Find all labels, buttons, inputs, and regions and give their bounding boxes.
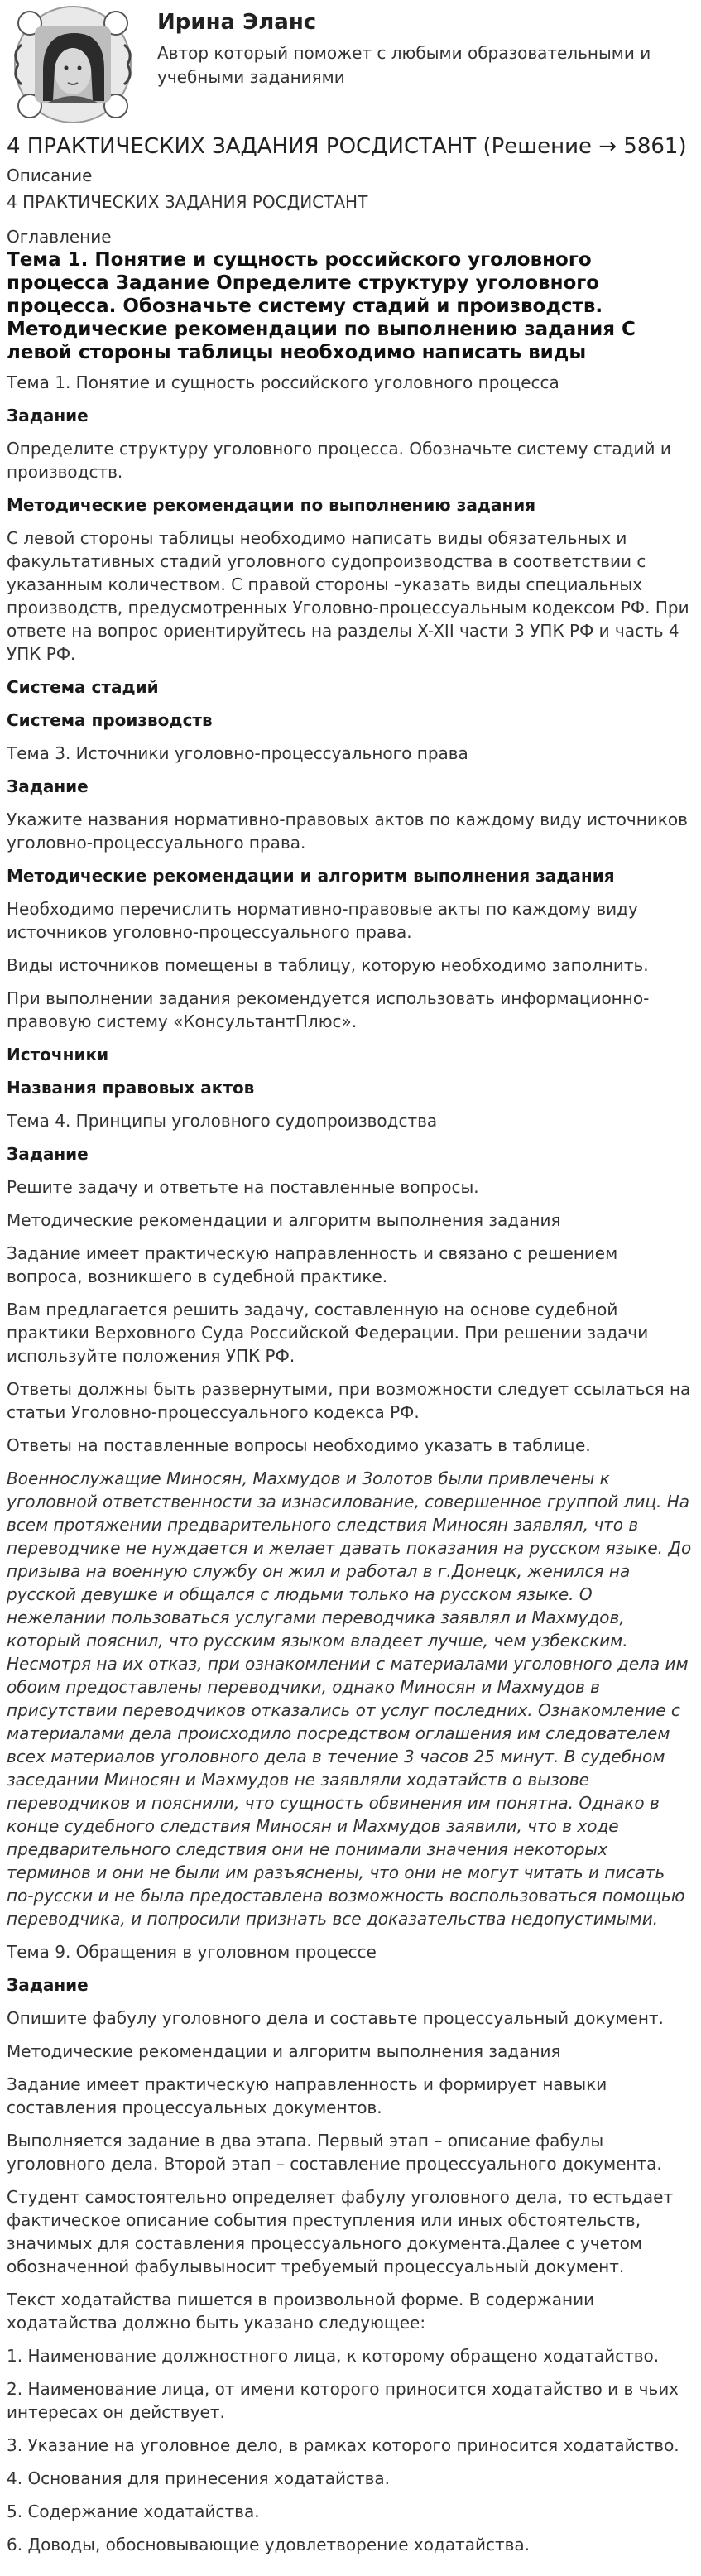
paragraph: Задание имеет практическую направленность и формирует навыки составления процессуальных документов.: [7, 2074, 607, 2117]
paragraph: Ответы должны быть развернутыми, при возможности следует ссылаться на статьи Уголовно-процессуального кодекса РФ.: [7, 1379, 691, 1422]
paragraph: Необходимо перечислить нормативно-правовые акты по каждому виду источников уголовно-процессуального права.: [7, 899, 638, 942]
author-avatar: [10, 3, 136, 126]
paragraph: Методические рекомендации и алгоритм выполнения задания: [7, 2041, 561, 2061]
paragraph: 1. Наименование должностного лица, к которому обращено ходатайство.: [7, 2346, 660, 2366]
section-heading: Задание: [7, 1975, 89, 1995]
description-text: 4 ПРАКТИЧЕСКИХ ЗАДАНИЯ РОСДИСТАНТ: [7, 192, 368, 212]
section-heading: Методические рекомендации по выполнению задания: [7, 495, 536, 515]
paragraph: Выполняется задание в два этапа. Первый этап – описание фабулы уголовного дела. Второй этап – составление процессуального документа.: [7, 2131, 662, 2174]
section-heading: Задание: [7, 1144, 89, 1164]
paragraph: Определите структуру уголовного процесса. Обозначьте систему стадий и производств.: [7, 439, 671, 482]
author-header: [7, 0, 694, 132]
paragraph: Текст ходатайства пишется в произвольной форме. В содержании ходатайства должно быть указано следующее:: [7, 2290, 595, 2333]
section-heading: Источники: [7, 1045, 109, 1065]
paragraph: Тема 1. Понятие и сущность российского уголовного процесса: [7, 372, 559, 392]
toc-heading: Тема 1. Понятие и сущность российского уголовного процесса Задание Определите структуру уголовного процесса. Обозначьте систему стадий и производств. Методические рекомендации по выполнению задания С левой стороны таблицы необходимо написать виды: [7, 249, 636, 363]
section-heading: Методические рекомендации и алгоритм выполнения задания: [7, 866, 615, 886]
paragraph: Тема 9. Обращения в уголовном процессе: [7, 1942, 377, 1962]
paragraph: Ответы на поставленные вопросы необходимо указать в таблице.: [7, 1435, 591, 1455]
section-heading: Задание: [7, 776, 89, 796]
paragraph: 2. Наименование лица, от имени которого приносится ходатайство и в чьих интересах он действует.: [7, 2379, 679, 2422]
paragraph: Вам предлагается решить задачу, составленную на основе судебной практики Верховного Суда Российской Федерации. При решении задачи используйте положения УПК РФ.: [7, 1300, 649, 1366]
paragraph: 4. Основания для принесения ходатайства.: [7, 2468, 391, 2488]
document-title: 4 ПРАКТИЧЕСКИХ ЗАДАНИЯ РОСДИСТАНТ (Решение → 5861): [7, 134, 687, 159]
paragraph: При выполнении задания рекомендуется использовать информационно-правовую систему «КонсультантПлюс».: [7, 988, 650, 1031]
paragraph: 6. Доводы, обосновывающие удовлетворение ходатайства.: [7, 2535, 531, 2554]
author-name: Ирина Эланс: [157, 10, 317, 35]
paragraph: Задание имеет практическую направленность и связано с решением вопроса, возникшего в судебной практике.: [7, 1243, 618, 1286]
paragraph: Методические рекомендации и алгоритм выполнения задания: [7, 1210, 561, 1230]
paragraph: Тема 3. Источники уголовно-процессуального права: [7, 743, 468, 763]
paragraph: Решите задачу и ответьте на поставленные вопросы.: [7, 1177, 479, 1197]
paragraph: Тема 4. Принципы уголовного судопроизводства: [7, 1111, 438, 1131]
section-heading: Система производств: [7, 710, 213, 730]
section-heading: Названия правовых актов: [7, 1078, 255, 1098]
paragraph: Укажите названия нормативно-правовых актов по каждому виду источников уголовно-процессуального права.: [7, 810, 688, 853]
section-heading: Система стадий: [7, 677, 159, 697]
paragraph: Студент самостоятельно определяет фабулу уголовного дела, то естьдает фактическое описание события преступления или иных обстоятельств, значимых для составления процессуального документа.Далее с учетом обозначенной фабулывыносит требуемый процессуальный документ.: [7, 2187, 674, 2276]
paragraph: С левой стороны таблицы необходимо написать виды обязательных и факультативных стадий уголовного судопроизводства в соответствии с указанным количеством. С правой стороны –указать виды специальных производств, предусмотренных Уголовно-процессуальным кодексом РФ. При ответе на вопрос ориентируйтесь на разделы X-XII части 3 УПК РФ и часть 4 УПК РФ.: [7, 528, 689, 664]
paragraph: 5. Содержание ходатайства.: [7, 2502, 260, 2521]
paragraph: Виды источников помещены в таблицу, которую необходимо заполнить.: [7, 955, 649, 975]
description-label: Описание: [7, 166, 93, 185]
paragraph: Опишите фабулу уголовного дела и составьте процессуальный документ.: [7, 2008, 664, 2028]
author-description: Автор который поможет с любыми образовательными и учебными заданиями: [157, 43, 651, 87]
document-body: [7, 371, 694, 2556]
section-heading: Задание: [7, 406, 89, 425]
case-text: Военнослужащие Миносян, Махмудов и Золотов были привлечены к уголовной ответственности за изнасилование, совершенное группой лиц. На всем протяжении предварительного следствия Миносян заявлял, что в переводчике не нуждается и желает давать показания на русском языке. До призыва на военную службу он жил и работал в г.Донецк, женился на русской девушке и общался с людьми только на русском языке. О нежелании пользоваться услугами переводчика заявлял и Махмудов, который пояснил, что русским языком владеет лучше, чем узбекским. Несмотря на их отказ, при ознакомлении с материалами уголовного дела им обоим предоставлены переводчики, однако Миносян и Махмудов в присутствии переводчиков отказались от услуг последних. Ознакомление с материалами дела происходило посредством оглашения им следователем всех материалов уголовного дела в течение 3 часов 25 минут. В судебном заседании Миносян и Махмудов не заявляли ходатайств о вызове переводчиков и пояснили, что сущность обвинения им понятна. Однако в конце судебного следствия Миносян и Махмудов заявили, что в ходе предварительного следствия они не понимали значения некоторых терминов и они не были им разъяснены, что они не могут читать и писать по-русски и не была предоставлена возможность воспользоваться помощью переводчика, и попросили признать все доказательства недопустимыми.: [7, 1468, 692, 1929]
paragraph: 3. Указание на уголовное дело, в рамках которого приносится ходатайство.: [7, 2435, 679, 2455]
toc-label: Оглавление: [7, 227, 112, 247]
